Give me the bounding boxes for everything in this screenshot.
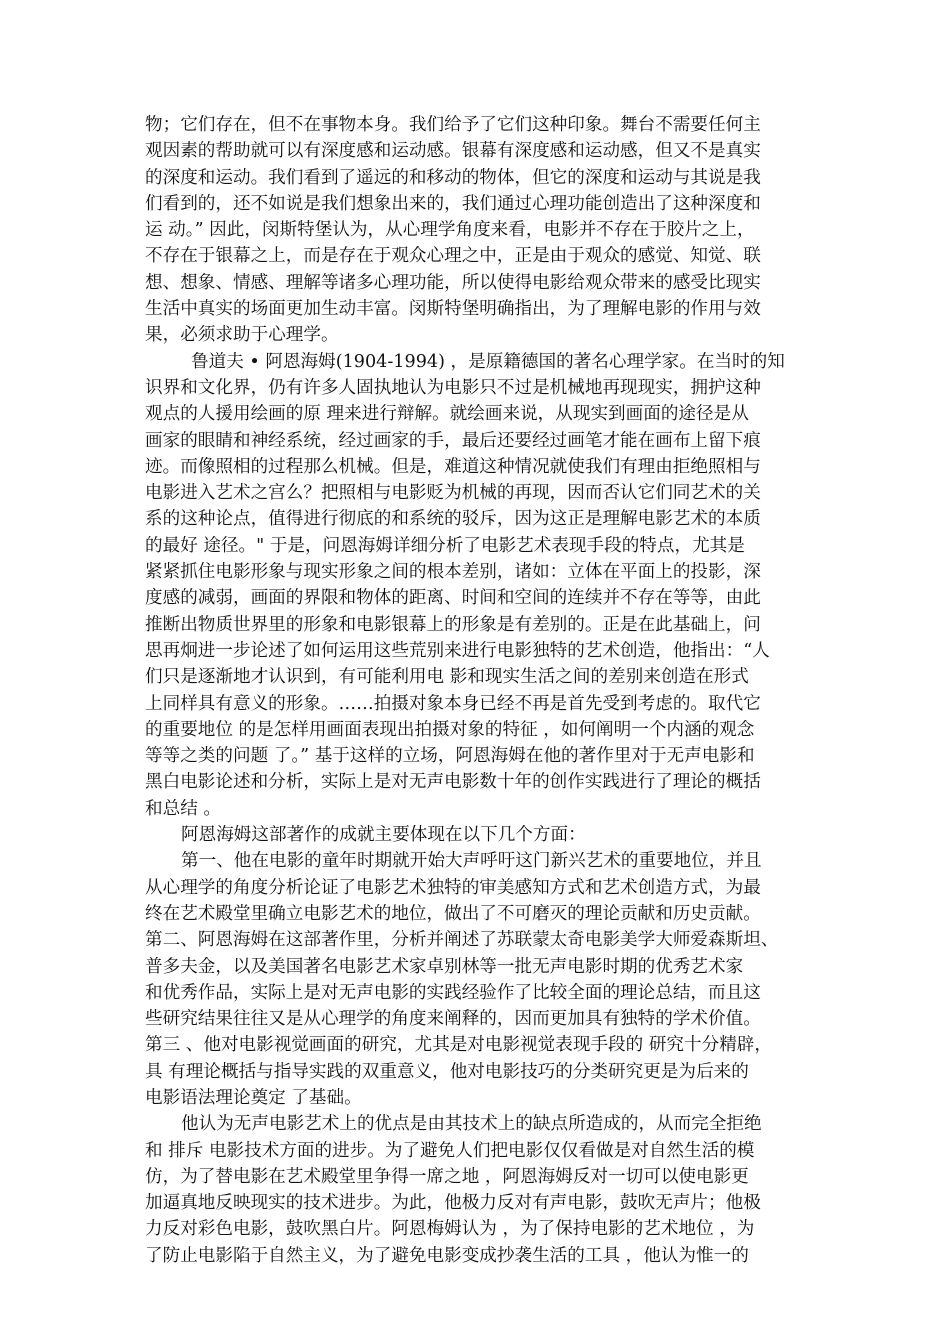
- text-line: 度感的减弱，画面的界限和物体的距离、时间和空间的连续并不存在等等，由此: [145, 588, 761, 609]
- text-line: 等等之类的问题 了。” 基于这样的立场，阿恩海姆在他的著作里对于无声电影和: [145, 746, 755, 767]
- text-line: 和总结 。: [145, 798, 221, 819]
- text-line: 仿，为了替电影在艺术殿堂里争得一席之地 ，阿恩海姆反对一切可以使电影更: [145, 1166, 749, 1187]
- body-text: [145, 112, 810, 1269]
- text-line: 普多夫金，以及美国著名电影艺术家卓别林等一批无声电影时期的优秀艺术家: [145, 956, 744, 977]
- text-line: 画家的眼睛和神经系统，经过画家的手，最后还要经过画笔才能在画布上留下痕: [145, 430, 761, 451]
- text-line: 第一、他在电影的童年时期就开始大声呼吁这门新兴艺术的重要地位，并且: [181, 851, 762, 872]
- text-line: 的最好 途径。" 于是，问恩海姆详细分析了电影艺术表现手段的特点，尤其是: [145, 535, 745, 556]
- text-line: 第三 、他对电影视觉画面的研究，尤其是对电影视觉表现手段的 研究十分精辟，: [145, 1035, 772, 1056]
- text-line: 阿恩海姆这部著作的成就主要体现在以下几个方面：: [181, 825, 586, 846]
- text-line: 鲁道夫 • 阿恩海姆(1904-1994) ，是原籍德国的著名心理学家。在当时的知: [191, 351, 785, 372]
- text-line: 生活中真实的场面更加生动丰富。闵斯特堡明确指出，为了理解电影的作用与效: [145, 299, 761, 320]
- text-line: 的深度和运动。我们看到了遥远的和移动的物体，但它的深度和运动与其说是我: [145, 167, 761, 188]
- text-line: 终在艺术殿堂里确立电影艺术的地位，做出了不可磨灭的理论贡献和历史贡献。: [145, 903, 761, 924]
- text-line: 电影进入艺术之宫么？把照相与电影贬为机械的再现，因而否认它们同艺术的关: [145, 483, 761, 504]
- text-line: 们看到的，还不如说是我们想象出来的，我们通过心理功能创造出了这种深度和: [145, 193, 761, 214]
- text-line: 力反对彩色电影，鼓吹黑白片。阿恩梅姆认为 ，为了保持电影的艺术地位 ，为: [145, 1219, 755, 1240]
- text-line: 识界和文化界，仍有许多人固执地认为电影只不过是机械地再现现实，拥护这种: [145, 377, 761, 398]
- text-line: 系的这种论点，值得进行彻底的和系统的驳斥，因为这正是理解电影艺术的本质: [145, 509, 761, 530]
- text-line: 推断出物质世界里的形象和电影银幕上的形象是有差别的。正是在此基础上，问: [145, 614, 761, 635]
- text-line: 思再炯进一步论述了如何运用这些荒别来进行电影独特的艺术创造，他指出：“人: [145, 640, 770, 661]
- text-line: 迹。而像照相的过程那么机械。但是，难道这种情况就使我们有理由拒绝照相与: [145, 456, 761, 477]
- text-line: 观因素的帮助就可以有深度感和运动感。银幕有深度感和运动感，但又不是真实: [145, 141, 761, 162]
- text-line: 黑白电影论述和分析，实际上是对无声电影数十年的创作实践进行了理论的概括: [145, 772, 761, 793]
- text-line: 紧紧抓住电影形象与现实形象之间的根本差别，诸如：立体在平面上的投影，深: [145, 562, 761, 583]
- text-line: 不存在于银幕之上，而是存在于观众心理之中，正是由于观众的感觉、知觉、联: [145, 246, 761, 267]
- text-line: 观点的人援用绘画的原 理来进行辩解。就绘画来说，从现实到画面的途径是从: [145, 404, 749, 425]
- text-line: 果，必须求助于心理学。: [145, 325, 339, 346]
- text-line: 和 排斥 电影技术方面的进步。为了避免人们把电影仅仅看做是对自然生活的模: [145, 1140, 755, 1161]
- text-line: 了防止电影陷于自然主义，为了避免电影变成抄袭生活的工具 ，他认为惟一的: [145, 1245, 749, 1266]
- text-line: 些研究结果往往又是从心理学的角度来阐释的，因而更加具有独特的学术价值。: [145, 1009, 761, 1030]
- text-line: 想、想象、情感、理解等诸多心理功能，所以使得电影给观众带来的感受比现实: [145, 272, 761, 293]
- text-line: 的重要地位 的是怎样用画面表现出拍摄对象的特征 ，如何阐明一个内涵的观念: [145, 719, 755, 740]
- text-line: 和优秀作品，实际上是对无声电影的实践经验作了比较全面的理论总结，而且这: [145, 982, 761, 1003]
- text-line: 加逼真地反映现实的技术进步。为此，他极力反对有声电影，鼓吹无声片；他极: [145, 1193, 761, 1214]
- text-line: 具 有理论概括与指导实践的双重意义，他对电影技巧的分类研究更是为后来的: [145, 1061, 749, 1082]
- text-line: 物；它们存在，但不在事物本身。我们给予了它们这种印象。舞台不需要任何主: [145, 115, 761, 135]
- text-line: 第二、阿恩海姆在这部著作里，分析并阐述了苏联蒙太奇电影美学大师爱森斯坦、: [145, 930, 779, 951]
- text-line: 们只是逐渐地才认识到，有可能利用电 影和现实生活之间的差别来创造在形式: [145, 667, 749, 688]
- text-line: 从心理学的角度分析论证了电影艺术独特的审美感知方式和艺术创造方式，为最: [145, 877, 761, 898]
- text-line: 运 动。” 因此，闵斯特堡认为，从心理学角度来看，电影并不存在于胶片之上，: [145, 220, 755, 241]
- text-line: 上同样具有意义的形象。……拍摄对象本身已经不再是首先受到考虑的。取代它: [145, 693, 761, 714]
- text-line: 电影语法理论奠定 了基础。: [145, 1087, 362, 1108]
- text-line: 他认为无声电影艺术上的优点是由其技术上的缺点所造成的，从而完全拒绝: [181, 1114, 762, 1135]
